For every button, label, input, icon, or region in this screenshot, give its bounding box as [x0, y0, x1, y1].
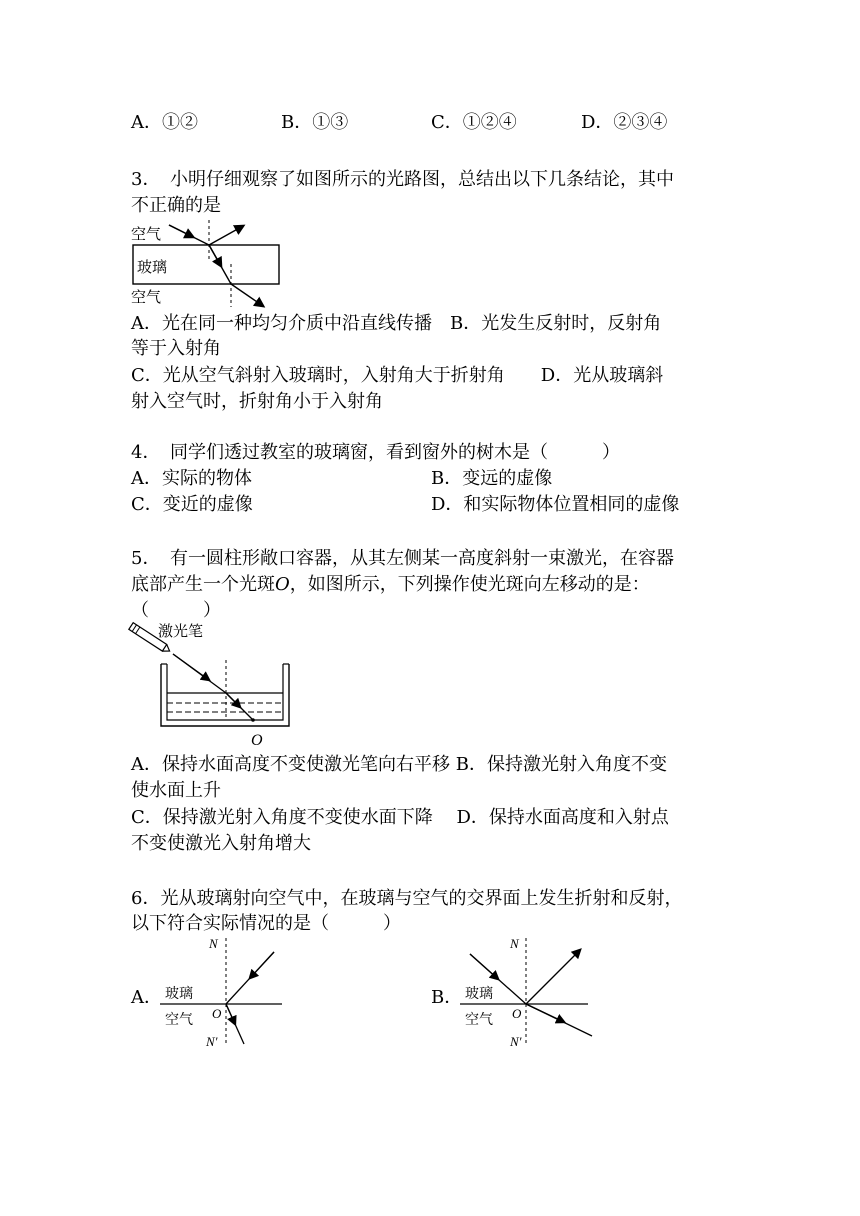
air-label: 空气 [465, 1012, 493, 1028]
light-spot [251, 718, 255, 722]
air-top-label: 空气 [131, 225, 162, 243]
q5-line3: C．保持激光射入角度不变使水面下降 D．保持水面高度和入射点 [131, 807, 669, 828]
q3-number: 3． [131, 169, 161, 190]
q2-option-a: A．①② [131, 112, 198, 133]
q4-option-c: C．变近的虚像 [131, 494, 253, 515]
q5-line2: 使水面上升 [131, 780, 221, 801]
o-label: O [212, 1006, 222, 1021]
glass-label: 玻璃 [165, 986, 193, 1002]
q5-stem-line3: （ ） [131, 600, 221, 621]
q5-number: 5． [131, 548, 161, 569]
q3-stem-line1: 小明仔细观察了如图所示的光路图，总结出以下几条结论，其中 [170, 169, 674, 190]
q6-option-b-letter: B． [431, 987, 463, 1008]
q3-line3: C．光从空气斜射入玻璃时，入射角大于折射角 D．光从玻璃斜 [131, 365, 664, 386]
n-label: N [510, 936, 519, 951]
q6-option-b-figure [460, 932, 600, 1050]
q4-option-a: A．实际的物体 [131, 468, 252, 489]
q5-line4: 不变使激光入射角增大 [131, 833, 311, 854]
q4-stem: 同学们透过教室的玻璃窗，看到窗外的树木是（ ） [170, 442, 620, 463]
q3-line1: A．光在同一种均匀介质中沿直线传播 B．光发生反射时，反射角 [131, 313, 662, 334]
q6-stem-line2: 以下符合实际情况的是（ ） [131, 913, 401, 934]
q3-line4: 射入空气时，折射角小于入射角 [131, 391, 383, 412]
spot-o-label: O [251, 732, 263, 749]
emergent-ray [231, 284, 263, 306]
air-label: 空气 [165, 1012, 193, 1028]
q4-option-b: B．变远的虚像 [431, 468, 553, 489]
reflected-ray [526, 950, 580, 1004]
n-prime-label: N′ [510, 1034, 522, 1049]
glass-label: 玻璃 [465, 986, 493, 1002]
glass-label: 玻璃 [137, 258, 168, 276]
q5-line1: A．保持水面高度不变使激光笔向右平移 B．保持激光射入角度不变 [131, 754, 667, 775]
q4-number: 4． [131, 442, 161, 463]
q3-line2: 等于入射角 [131, 338, 221, 359]
q2-option-b: B．①③ [281, 112, 349, 133]
q2-option-c: C．①②④ [431, 112, 517, 133]
laser-pen-label: 激光笔 [158, 622, 204, 640]
n-label: N [209, 936, 218, 951]
q4-option-d: D．和实际物体位置相同的虚像 [431, 494, 680, 515]
n-prime-label: N′ [206, 1034, 218, 1049]
q5-stem-line2: 底部产生一个光斑O，如图所示，下列操作使光斑向左移动的是： [131, 574, 650, 595]
q3-stem-line2: 不正确的是 [131, 195, 221, 216]
reflected-ray [209, 226, 243, 245]
q6-option-a-figure [160, 932, 300, 1050]
q3-light-path-figure [125, 212, 295, 312]
o-label: O [512, 1006, 522, 1021]
air-bottom-label: 空气 [131, 288, 162, 306]
q2-option-d: D．②③④ [581, 112, 668, 133]
q5-stem-line1: 有一圆柱形敞口容器，从其左侧某一高度斜射一束激光，在容器 [170, 548, 674, 569]
q6-stem-line1: 6．光从玻璃射向空气中，在玻璃与空气的交界面上发生折射和反射， [131, 888, 683, 909]
container [161, 664, 289, 726]
q6-option-a-letter: A． [131, 987, 162, 1008]
q5-container-figure [125, 618, 300, 753]
